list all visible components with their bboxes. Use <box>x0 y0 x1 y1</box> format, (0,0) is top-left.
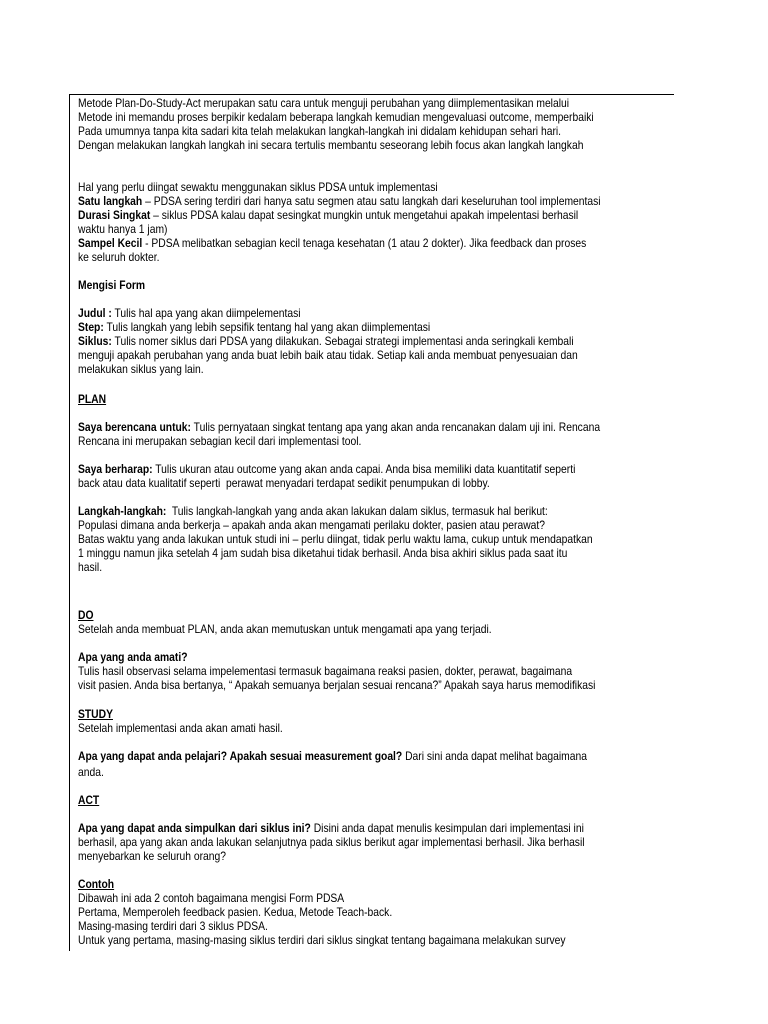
text-line <box>78 250 159 264</box>
body-text: Dibawah ini ada 2 contoh bagaimana mengisi Form PDSA <box>78 891 345 905</box>
text-line <box>78 608 93 622</box>
text-line <box>78 476 490 490</box>
bold-text: Durasi Singkat <box>78 208 151 222</box>
text-line <box>78 180 438 194</box>
body-text: Metode ini memandu proses berpikir kedalam beberapa langkah kemudian mengevaluasi outcome, memperbaiki <box>78 110 594 124</box>
text-line <box>78 124 561 138</box>
bold-text: Apa yang anda amati? <box>78 650 188 664</box>
text-line <box>78 765 104 779</box>
text-line <box>78 546 567 560</box>
body-text: Tulis hal apa yang akan diimpelementasi <box>111 306 301 320</box>
body-text: hasil. <box>78 560 103 574</box>
body-text: menyebarkan ke seluruh orang? <box>78 849 227 863</box>
text-line <box>78 194 601 208</box>
bold-text: STUDY <box>78 707 113 721</box>
text-line <box>78 622 492 636</box>
bold-text: Contoh <box>78 877 115 891</box>
bold-text: Judul : <box>78 306 112 320</box>
body-text: Setelah anda membuat PLAN, anda akan memutuskan untuk mengamati apa yang terjadi. <box>78 622 492 636</box>
text-line <box>78 518 545 532</box>
bold-text: Apa yang dapat anda simpulkan dari siklus ini? <box>78 821 311 835</box>
text-line <box>78 919 268 933</box>
body-text: 1 minggu namun jika setelah 4 jam sudah bisa diketahui tidak berhasil. Anda bisa akhiri siklus pada saat itu <box>78 546 568 560</box>
body-text: Hal yang perlu diingat sewaktu menggunakan siklus PDSA untuk implementasi <box>78 180 438 194</box>
bold-text: Saya berharap: <box>78 462 153 476</box>
body-text: Dari sini anda dapat melihat bagaimana <box>402 749 587 763</box>
body-text: Masing-masing terdiri dari 3 siklus PDSA. <box>78 919 268 933</box>
bold-text: Sampel Kecil <box>78 236 143 250</box>
text-line <box>78 664 572 678</box>
bold-text: Langkah-langkah: <box>78 504 167 518</box>
text-line <box>78 835 585 849</box>
body-text: Tulis langkah yang lebih sepsifik tentang hal yang akan diimplementasi <box>103 320 431 334</box>
body-text: – PDSA sering terdiri dari hanya satu segmen atau satu langkah dari keseluruhan tool implementasi <box>142 194 601 208</box>
text-line <box>78 933 566 947</box>
bold-text: DO <box>78 608 94 622</box>
body-text: anda. <box>78 765 104 779</box>
text-line <box>78 434 361 448</box>
text-line <box>78 110 594 124</box>
text-line <box>78 793 99 807</box>
text-line <box>78 560 102 574</box>
bold-text: Siklus: <box>78 334 112 348</box>
body-text: Setelah implementasi anda akan amati hasil. <box>78 721 283 735</box>
body-text: melakukan siklus yang lain. <box>78 362 204 376</box>
text-line <box>78 650 188 664</box>
body-text: back atau data kualitatif seperti perawat menyadari terdapat sedikit penumpukan di lobby. <box>78 476 490 490</box>
text-line <box>78 392 106 406</box>
body-text: - PDSA melibatkan sebagian kecil tenaga kesehatan (1 atau 2 dokter). Jika feedback dan proses <box>142 236 587 250</box>
bold-text: ACT <box>78 793 100 807</box>
bold-text: Saya berencana untuk: <box>78 420 191 434</box>
body-text: Pertama, Memperoleh feedback pasien. Kedua, Metode Teach-back. <box>78 905 393 919</box>
text-line <box>78 721 283 735</box>
body-text: Tulis langkah-langkah yang anda akan lakukan dalam siklus, termasuk hal berikut: <box>166 504 548 518</box>
body-text: ke seluruh dokter. <box>78 250 160 264</box>
text-line <box>78 849 226 863</box>
text-line <box>78 208 578 222</box>
text-line <box>78 504 548 518</box>
body-text: visit pasien. Anda bisa bertanya, “ Apakah semuanya berjalan sesuai rencana?” Apakah saya harus memodifikasi <box>78 678 596 692</box>
text-line <box>78 532 593 546</box>
text-line <box>78 821 584 835</box>
text-line <box>78 320 430 334</box>
text-line <box>78 222 167 236</box>
body-text: Tulis nomer siklus dari PDSA yang dilakukan. Sebagai strategi implementasi anda seringkali kembali <box>111 334 574 348</box>
body-text: – siklus PDSA kalau dapat sesingkat mungkin untuk mengetahui apakah impelentasi berhasil <box>150 208 579 222</box>
text-line <box>78 236 586 250</box>
text-line <box>78 877 114 891</box>
body-text: Untuk yang pertama, masing-masing siklus terdiri dari siklus singkat tentang bagaimana melakukan survey <box>78 933 566 947</box>
bold-text: PLAN <box>78 392 107 406</box>
text-line <box>78 348 578 362</box>
bold-text: Satu langkah <box>78 194 143 208</box>
body-text: menguji apakah perubahan yang anda buat lebih baik atau tidak. Setiap kali anda membuat penyesuaian dan <box>78 348 578 362</box>
body-text: Tulis pernyataan singkat tentang apa yang akan anda rencanakan dalam uji ini. Rencana <box>190 420 601 434</box>
body-text: Batas waktu yang anda lakukan untuk studi ini – perlu diingat, tidak perlu waktu lama, cukup untuk mendapatkan <box>78 532 593 546</box>
text-line <box>78 749 587 763</box>
body-text: waktu hanya 1 jam) <box>78 222 168 236</box>
bold-text: Apa yang dapat anda pelajari? Apakah sesuai measurement goal? <box>78 749 403 763</box>
document-sheet <box>69 94 674 951</box>
body-text: Disini anda dapat menulis kesimpulan dari implementasi ini <box>310 821 584 835</box>
text-line <box>78 905 392 919</box>
text-line <box>78 334 574 348</box>
body-text: Pada umumnya tanpa kita sadari kita telah melakukan langkah-langkah ini didalam kehidupan sehari hari. <box>78 124 562 138</box>
text-line <box>78 678 595 692</box>
text-line <box>78 420 600 434</box>
text-line <box>78 96 569 110</box>
body-text: berhasil, apa yang akan anda lakukan selanjutnya pada siklus berikut agar implementasi berhasil. Jika berhasil <box>78 835 585 849</box>
text-line <box>78 362 204 376</box>
text-line <box>78 707 113 721</box>
bold-text: Mengisi Form <box>78 278 146 292</box>
bold-text: Step: <box>78 320 104 334</box>
text-line <box>78 462 575 476</box>
body-text: Dengan melakukan langkah langkah ini secara tertulis membantu seseorang lebih focus akan langkah langkah <box>78 138 584 152</box>
text-line <box>78 138 583 152</box>
text-line <box>78 278 145 292</box>
body-text: Metode Plan-Do-Study-Act merupakan satu cara untuk menguji perubahan yang diimplementasikan melalui <box>78 96 570 110</box>
body-text: Tulis ukuran atau outcome yang akan anda capai. Anda bisa memiliki data kuantitatif seperti <box>152 462 576 476</box>
text-line <box>78 891 344 905</box>
body-text: Tulis hasil observasi selama impelementasi termasuk bagaimana reaksi pasien, dokter, perawat, bagaimana <box>78 664 573 678</box>
text-line <box>78 306 301 320</box>
body-text: Populasi dimana anda berkerja – apakah anda akan mengamati perilaku dokter, pasien atau perawat? <box>78 518 546 532</box>
body-text: Rencana ini merupakan sebagian kecil dari implementasi tool. <box>78 434 362 448</box>
